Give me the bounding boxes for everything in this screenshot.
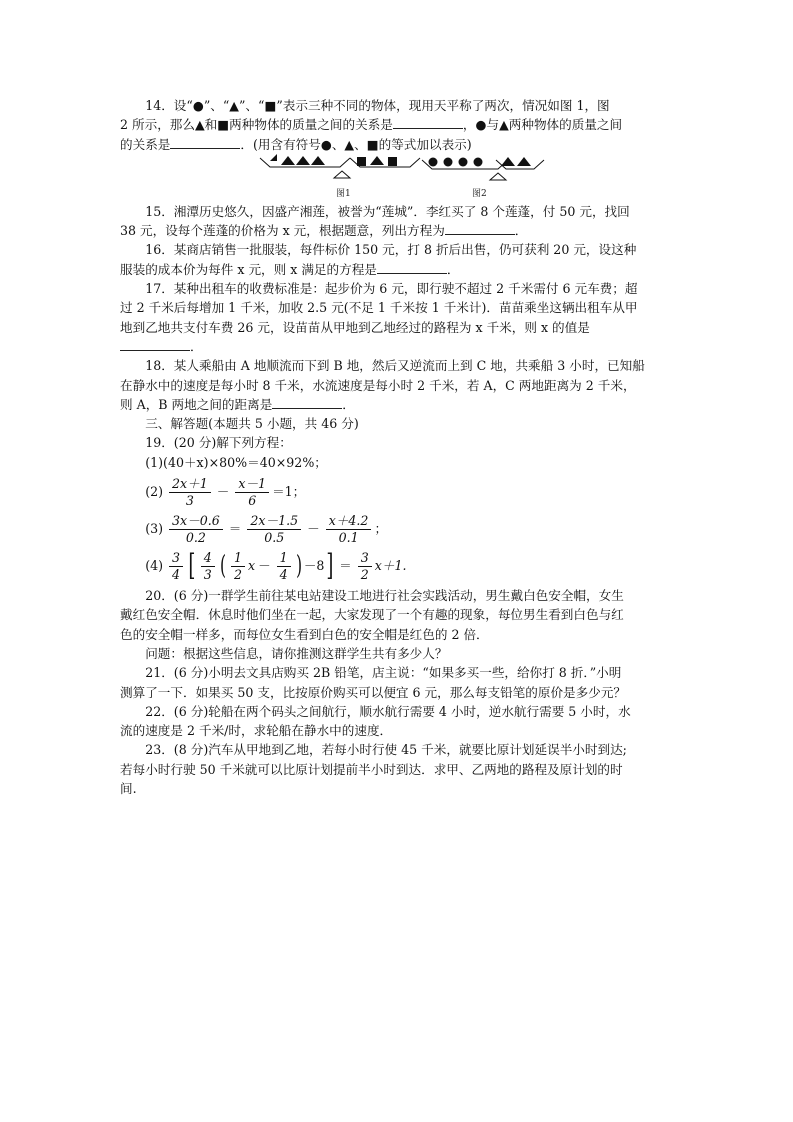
q15-answer-blank[interactable]	[445, 221, 515, 235]
q22-line1: 22．(6 分)轮船在两个码头之间航行，顺水航行需要 4 小时，逆水航行需要 5 小时，水	[145, 703, 631, 719]
section-3-heading: 三、解答题(本题共 5 小题，共 46 分)	[145, 416, 359, 432]
q16-line2-end: ．	[446, 261, 460, 277]
q17-line1: 17．某种出租车的收费标准是：起步价为 6 元，即行驶不超过 2 千米需付 6 元车费；超	[145, 281, 638, 297]
fig1-caption: 图1	[336, 188, 351, 199]
q15-line2	[120, 221, 675, 240]
eq4-frac-b-den: 3	[203, 566, 212, 582]
eq4-frac-c-den: 2	[233, 566, 242, 582]
q16-answer-blank[interactable]	[377, 260, 447, 274]
q15-line2-text: 38 元，设每个莲蓬的价格为 x 元，根据题意，列出方程为	[120, 223, 445, 239]
eq3-frac3-den: 0.1	[338, 529, 359, 545]
q14-line2-start: 2 所示，那么▲和■两种物体的质量之间的关系是	[120, 117, 393, 133]
q23-line3: 间.	[120, 781, 137, 797]
q16-line1: 16．某商店销售一批服装，每件标价 150 元，打 8 折后出售，仍可获利 20 元，设这种	[145, 242, 637, 258]
right-bracket-icon: ]	[326, 548, 334, 584]
q16-line2	[120, 260, 675, 279]
q16-line2-text: 服装的成本价为每件 x 元，则 x 满足的方程是	[120, 261, 377, 277]
q23-line1: 23．(8 分)汽车从甲地到乙地，若每小时行使 45 千米，就要比原计划延误半小时到达;	[145, 742, 627, 758]
q14-line3-start: 的关系是	[120, 136, 171, 152]
q19-eq3: (3) $\frac{3x-0.6}{0.2}$ ＝ $\frac{2x-1.5}{0.5}$ － $\frac{x+4.2}{0.1}$ ；	[145, 512, 388, 545]
eq4-end: x＋1.	[374, 558, 407, 574]
fig2-caption: 图2	[472, 188, 487, 199]
q17-line2: 过 2 千米后每增加 1 千米，加收 2.5 元(不足 1 千米按 1 千米计)．苗苗乘坐这辆出租车从甲	[120, 300, 638, 316]
eq3-label: (3)	[145, 521, 164, 537]
q20-question: 问题：根据这些信息，请你推测这群学生共有多少人？	[145, 645, 448, 661]
eq2-frac2	[235, 476, 269, 509]
eq3-frac2-den: 0.5	[264, 529, 285, 545]
balance-fig2	[422, 157, 544, 199]
eq4-frac-e-den: 2	[360, 566, 369, 582]
q15-line2-end: ．	[514, 223, 528, 239]
eq2-frac1-den: 3	[185, 492, 194, 508]
eq4-minus8: －8	[303, 558, 325, 574]
balance-figures	[120, 154, 675, 202]
q14-line1: 14．设“●”、“▲”、“■”表示三种不同的物体，现用天平称了两次，情况如图 1，图	[145, 98, 610, 113]
eq4-frac-e-num: 3	[358, 550, 372, 567]
q21-line1: 21．(6 分)小明去文具店购买 2B 铅笔，店主说：“如果多买一些，给你打 8 折．”小明	[145, 665, 622, 681]
q14-answer-blank-2[interactable]	[170, 135, 240, 149]
eq4-frac-d	[277, 550, 291, 583]
q20-line3: 色的安全帽一样多，而每位女生看到白色的安全帽是红色的 2 倍．	[120, 626, 489, 642]
worksheet-page	[120, 96, 675, 798]
q20-line2: 戴红色安全帽．休息时他们坐在一起，大家发现了一个有趣的现象，每位男生看到白色与红	[120, 607, 624, 623]
eq4-frac-a-den: 4	[172, 566, 181, 582]
eq4-frac-c	[231, 550, 245, 583]
eq2-frac2-num: x－1	[235, 476, 269, 493]
left-bracket-icon: [	[188, 548, 196, 584]
q20-line1: 20．(6 分)一群学生前往某电站建设工地进行社会实践活动，男生戴白色安全帽，女生	[145, 588, 624, 604]
eq2-frac1-num: 2x＋1	[169, 476, 211, 493]
eq3-frac3	[326, 513, 372, 546]
eq2-label: (2)	[145, 484, 164, 500]
q17-answer-blank[interactable]	[120, 337, 190, 351]
eq4-frac-d-num: 1	[277, 550, 291, 567]
q14-line2-end: ，●与▲两种物体的质量之间	[462, 117, 623, 133]
q18-line3-end: ．	[342, 396, 355, 412]
balance-scales-svg	[120, 154, 675, 202]
eq4-frac-e	[358, 550, 372, 583]
eq3-frac1-num: 3x－0.6	[169, 513, 223, 530]
eq4-frac-b	[201, 550, 215, 583]
q19-eq1: (1)(40＋x)×80%＝40×92%；	[145, 454, 327, 470]
right-paren-icon: )	[295, 551, 302, 582]
eq3-frac1	[169, 513, 223, 546]
eq4-frac-c-num: 1	[231, 550, 245, 567]
eq4-label: (4)	[145, 558, 164, 574]
q21-line2: 测算了一下．如果买 50 支，比按原价购买可以便宜 6 元，那么每支铅笔的原价是多少元？	[120, 684, 627, 700]
q18-line3-text: 则 A，B 两地之间的距离是	[120, 396, 273, 412]
eq2-frac2-den: 6	[248, 492, 257, 508]
eq4-frac-b-num: 4	[201, 550, 215, 567]
eq3-end: ；	[374, 521, 388, 537]
eq3-frac2	[247, 513, 301, 546]
q17-line4	[120, 337, 675, 356]
eq2-frac1	[169, 476, 211, 509]
q22-line2: 流的速度是 2 千米/时，求轮船在静水中的速度．	[120, 723, 393, 739]
q23-line2: 若每小时行驶 50 千米就可以比原计划提前半小时到达．求甲、乙两地的路程及原计划的时	[120, 761, 623, 777]
q19-eq2: (2) $\frac{2x+1}{3}$ － $\frac{x-1}{6}$ ＝1；	[145, 475, 306, 508]
balance-fig1	[260, 154, 420, 199]
q17-line4-end: ．	[190, 338, 203, 354]
q18-line2: 在静水中的速度是每小时 8 千米，水流速度是每小时 2 千米，若 A，C 两地距离为 2 千米，	[120, 377, 636, 393]
eq4-frac-d-den: 4	[279, 566, 288, 582]
eq3-frac1-den: 0.2	[185, 529, 206, 545]
q17-line3: 地到乙地共支付车费 26 元，设苗苗从甲地到乙地经过的路程为 x 千米，则 x 的值是	[120, 319, 590, 335]
left-paren-icon: (	[219, 551, 226, 582]
eq3-frac3-num: x＋4.2	[326, 513, 372, 530]
q14-line3-end: ．(用含有符号●、▲、■的等式加以表示)	[240, 136, 472, 152]
q18-line3	[120, 395, 675, 414]
q14-answer-blank-1[interactable]	[393, 115, 463, 129]
q19-eq4: (4) $\frac{3}{4}$ [ $\frac{4}{3}$ ( $\frac{1}{2}$ x － $\frac{1}{4}$ ) －8 ] ＝ $\frac{3}{2}$ x＋1.	[145, 548, 407, 584]
q14-line2	[120, 115, 675, 134]
q15-line1: 15．湘潭历史悠久，因盛产湘莲，被誉为“莲城”．李红买了 8 个莲蓬，付 50 元，找回	[145, 203, 630, 219]
q18-line1: 18．某人乘船由 A 地顺流而下到 B 地，然后又逆流而上到 C 地，共乘船 3 小时，已知船	[145, 358, 645, 374]
eq4-frac-a	[169, 550, 183, 583]
eq4-frac-a-num: 3	[169, 550, 183, 567]
q18-answer-blank[interactable]	[272, 395, 342, 409]
q19-heading: 19．(20 分)解下列方程：	[145, 435, 292, 451]
eq3-frac2-num: 2x－1.5	[247, 513, 301, 530]
eq2-rhs: ＝1；	[272, 484, 306, 500]
q14-line3	[120, 135, 675, 154]
